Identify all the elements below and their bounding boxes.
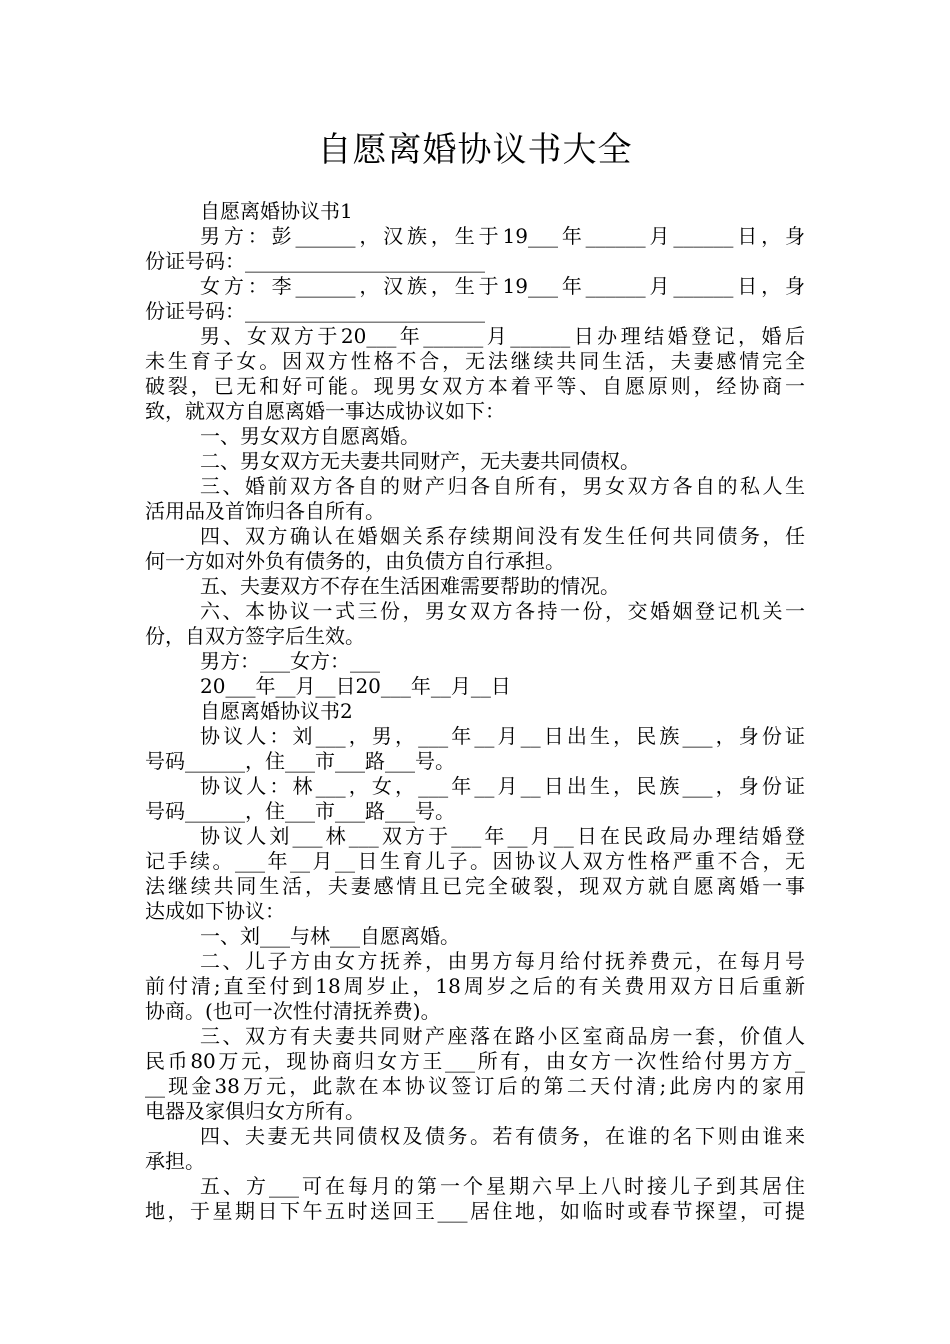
text-line: 三、婚前双方各自的财产归各自所有，男女双方各自的私人生 [200, 474, 805, 498]
section-heading-2: 自愿离婚协议书2 [200, 699, 353, 723]
text-line: 号码______，住___市___路___号。 [145, 799, 455, 823]
text-line: 一、男女双方自愿离婚。 [200, 424, 420, 448]
text-line: 六、本协议一式三份，男女双方各持一份，交婚姻登记机关一 [200, 599, 805, 623]
text-line: 承担。 [145, 1149, 205, 1173]
section-heading-1: 自愿离婚协议书1 [200, 199, 353, 223]
text-line: 男方：彭______，汉族，生于19___年______月______日，身 [200, 224, 805, 248]
text-line: 五、方___可在每月的第一个星期六早上八时接儿子到其居住 [200, 1174, 805, 1198]
text-line: 前付清;直至付到18周岁止，18周岁之后的有关费用双方日后重新 [145, 974, 805, 998]
text-line: 达成如下协议： [145, 899, 285, 923]
text-line: 记手续。___年__月__日生育儿子。因协议人双方性格严重不合，无 [145, 849, 805, 873]
text-line: 何一方如对外负有债务的，由负债方自行承担。 [145, 549, 565, 573]
text-line: 法继续共同生活，夫妻感情且已完全破裂，现双方就自愿离婚一事 [145, 874, 805, 898]
signature-line: 男方：___女方：___ [200, 649, 380, 673]
text-line: 致，就双方自愿离婚一事达成协议如下： [145, 399, 505, 423]
date-line: 20___年__月__日20___年__月__日 [200, 674, 511, 698]
text-line: 活用品及首饰归各自所有。 [145, 499, 385, 523]
text-line: 协议人：刘___，男，___年__月__日出生，民族___，身份证 [200, 724, 805, 748]
text-line: 男、女双方于20___年______月______日办理结婚登记，婚后 [200, 324, 805, 348]
text-line: 协议人：林___，女，___年__月__日出生，民族___，身份证 [200, 774, 805, 798]
text-line: 份证号码：________________________ [145, 299, 485, 323]
text-line: 女方：李______，汉族，生于19___年______月______日，身 [200, 274, 805, 298]
text-line: 协议人刘___林___双方于___年__月__日在民政局办理结婚登 [200, 824, 805, 848]
text-line: 三、双方有夫妻共同财产座落在路小区室商品房一套，价值人 [200, 1024, 805, 1048]
text-line: 一、刘___与林___自愿离婚。 [200, 924, 460, 948]
text-line: 未生育子女。因双方性格不合，无法继续共同生活，夫妻感情完全 [145, 349, 805, 373]
text-line: 二、儿子方由女方抚养，由男方每月给付抚养费元，在每月号 [200, 949, 805, 973]
text-line: 份证号码：________________________ [145, 249, 485, 273]
text-line: 号码______，住___市___路___号。 [145, 749, 455, 773]
text-line: 份，自双方签字后生效。 [145, 624, 365, 648]
text-line: 破裂，已无和好可能。现男女双方本着平等、自愿原则，经协商一 [145, 374, 805, 398]
text-line: 四、双方确认在婚姻关系存续期间没有发生任何共同债务，任 [200, 524, 805, 548]
text-line: __现金38万元，此款在本协议签订后的第二天付清;此房内的家用 [145, 1074, 805, 1098]
text-line: 四、夫妻无共同债权及债务。若有债务，在谁的名下则由谁来 [200, 1124, 805, 1148]
text-line: 民币80万元，现协商归女方王___所有，由女方一次性给付男方方_ [145, 1049, 805, 1073]
document-title: 自愿离婚协议书大全 [317, 130, 633, 170]
text-line: 二、男女双方无夫妻共同财产，无夫妻共同债权。 [200, 449, 640, 473]
text-line: 电器及家俱归女方所有。 [145, 1099, 365, 1123]
text-line: 协商。(也可一次性付清抚养费)。 [145, 999, 441, 1023]
text-line: 地，于星期日下午五时送回王___居住地，如临时或春节探望，可提 [145, 1199, 805, 1223]
text-line: 五、夫妻双方不存在生活困难需要帮助的情况。 [200, 574, 620, 598]
